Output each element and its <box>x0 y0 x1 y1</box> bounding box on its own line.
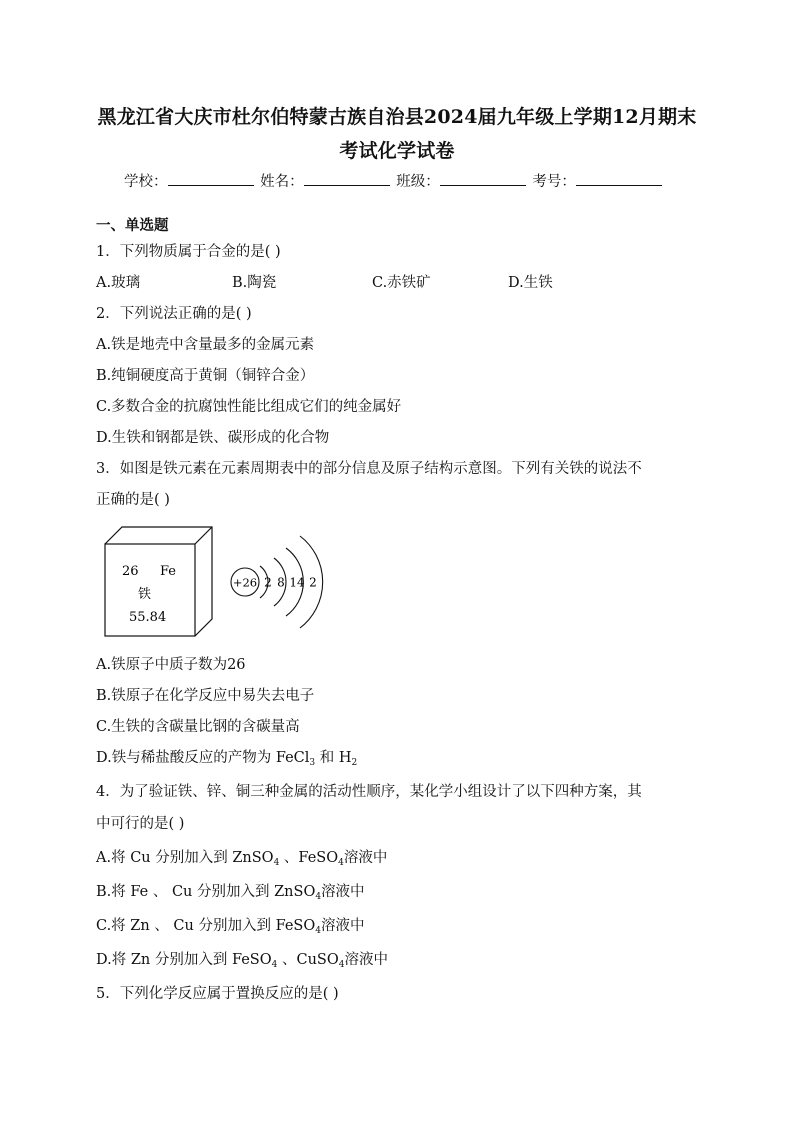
student-info-row <box>124 170 684 191</box>
q4-option-c: C.将 Zn 、 Cu 分别加入到 FeSO$_4$溶液中 <box>96 918 365 936</box>
shell-4-electrons: 2 <box>309 575 317 590</box>
element-symbol: Fe <box>160 564 177 579</box>
class-blank <box>440 171 526 186</box>
q1-stem: 1．下列物质属于合金的是( ) <box>96 244 281 260</box>
q4-option-b: B.将 Fe 、 Cu 分别加入到 ZnSO$_4$溶液中 <box>96 884 365 902</box>
q3-option-d: D.铁与稀盐酸反应的产物为 FeCl$_3$ 和 $H_2$ <box>96 750 358 768</box>
class-label: 班级： <box>396 174 440 190</box>
q3-option-a: A.铁原子中质子数为26 <box>96 657 246 673</box>
shell-3-electrons: 14 <box>289 575 305 590</box>
q3-stem-line1: 3．如图是铁元素在元素周期表中的部分信息及原子结构示意图。下列有关铁的说法不 <box>96 461 642 477</box>
q4-option-d: D.将 Zn 分别加入到 FeSO$_4$ 、CuSO$_4$溶液中 <box>96 952 388 970</box>
q1-option-a: A.玻璃 <box>96 275 141 291</box>
iron-element-diagram <box>100 522 330 646</box>
number-blank <box>576 171 662 186</box>
shell-1-electrons: 2 <box>264 575 272 590</box>
number-label: 考号： <box>532 174 576 190</box>
exam-title-line1: 黑龙江省大庆市杜尔伯特蒙古族自治县2024届九年级上学期12月期末 <box>97 106 697 128</box>
q2-option-c: C.多数合金的抗腐蚀性能比组成它们的纯金属好 <box>96 399 402 415</box>
iron-element-figure <box>100 522 330 642</box>
q3-stem-line2: 正确的是( ) <box>96 492 170 508</box>
name-blank <box>304 171 390 186</box>
q2-option-b: B.纯铜硬度高于黄铜（铜锌合金） <box>96 368 315 384</box>
school-label: 学校： <box>124 174 168 190</box>
q1-option-c: C.赤铁矿 <box>372 275 431 291</box>
q2-option-d: D.生铁和钢都是铁、碳形成的化合物 <box>96 430 330 446</box>
q1-option-b: B.陶瓷 <box>232 275 277 291</box>
q4-option-a: A.将 Cu 分别加入到 ZnSO$_4$ 、FeSO$_4$溶液中 <box>96 850 388 868</box>
section-heading: 一、单选题 <box>96 217 169 234</box>
q5-stem: 5．下列化学反应属于置换反应的是( ) <box>96 986 339 1002</box>
q1-option-d: D.生铁 <box>508 275 553 291</box>
exam-title-line2: 考试化学试卷 <box>339 140 455 162</box>
school-blank <box>168 171 254 186</box>
element-atomic-number: 26 <box>122 564 139 579</box>
q3-option-b: B.铁原子在化学反应中易失去电子 <box>96 688 315 704</box>
q2-stem: 2．下列说法正确的是( ) <box>96 306 252 322</box>
q4-stem-line1: 4．为了验证铁、锌、铜三种金属的活动性顺序，某化学小组设计了以下四种方案，其 <box>96 784 642 800</box>
element-name: 铁 <box>138 587 152 602</box>
name-label: 姓名： <box>260 174 304 190</box>
element-atomic-mass: 55.84 <box>129 610 167 625</box>
q3-option-c: C.生铁的含碳量比钢的含碳量高 <box>96 719 300 735</box>
q2-option-a: A.铁是地壳中含量最多的金属元素 <box>96 337 315 353</box>
nucleus-charge: +26 <box>232 575 258 590</box>
shell-2-electrons: 8 <box>277 575 285 590</box>
q4-stem-line2: 中可行的是( ) <box>96 816 185 832</box>
